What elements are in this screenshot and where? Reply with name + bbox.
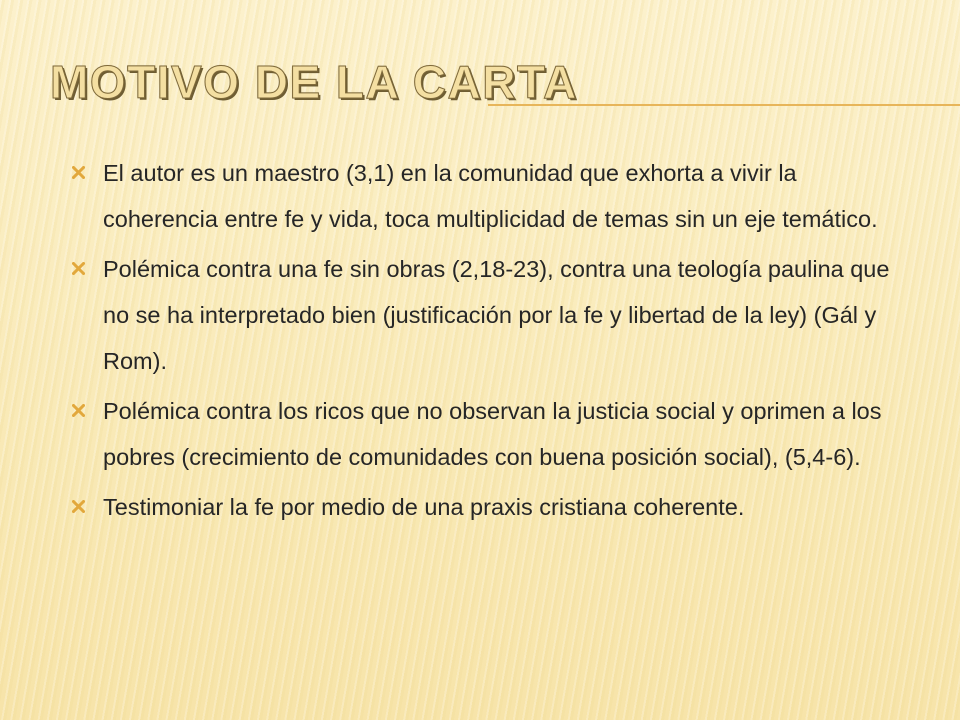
bullet-item bbox=[70, 150, 890, 242]
bullet-item bbox=[70, 484, 890, 530]
bullet-item bbox=[70, 246, 890, 384]
bullet-text: El autor es un maestro (3,1) en la comunidad que exhorta a vivir la coherencia entre fe y vida, toca multiplicidad de temas sin un eje temático. bbox=[103, 160, 878, 232]
bullet-item bbox=[70, 388, 890, 480]
x-cross-icon bbox=[72, 500, 85, 513]
bullet-text: Polémica contra una fe sin obras (2,18-23), contra una teología paulina que no se ha interpretado bien (justificación por la fe y libertad de la ley) (Gál y Rom). bbox=[103, 256, 890, 374]
bullet-text: Testimoniar la fe por medio de una praxis cristiana coherente. bbox=[103, 494, 745, 520]
bullet-list bbox=[70, 150, 890, 530]
x-cross-icon bbox=[72, 262, 85, 275]
title-underline bbox=[488, 104, 960, 106]
x-cross-icon bbox=[72, 166, 85, 179]
slide-title: MOTIVO DE LA CARTA bbox=[50, 56, 578, 108]
x-cross-icon bbox=[72, 404, 85, 417]
bullet-text: Polémica contra los ricos que no observan la justicia social y oprimen a los pobres (crecimiento de comunidades con buena posición social), (5,4-6). bbox=[103, 398, 882, 470]
